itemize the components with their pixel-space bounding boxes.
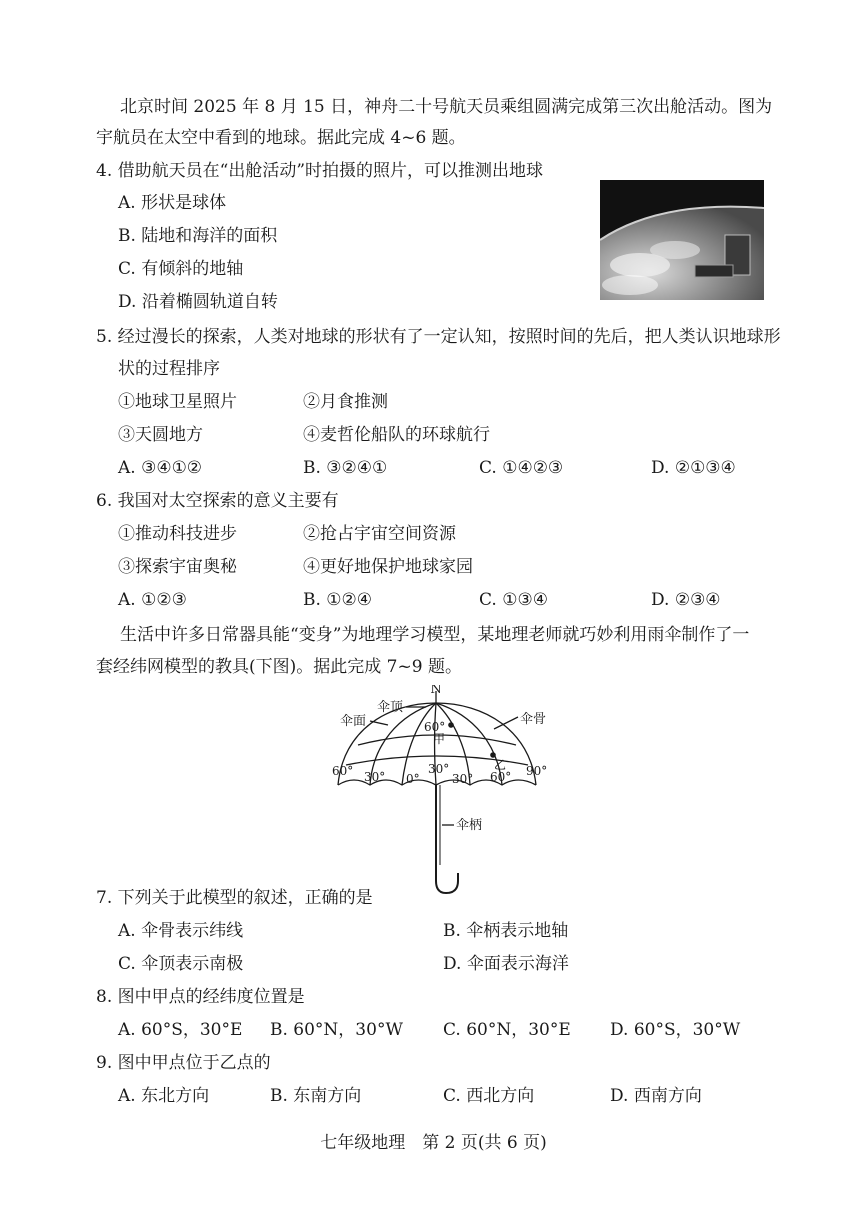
q4-option-c: C. 有倾斜的地轴 [118,259,244,279]
question-6-stem: 6. 我国对太空探索的意义主要有 [96,491,339,511]
q8-option-a: A. 60°S，30°E [118,1020,243,1040]
intro-line-2: 宇航员在太空中看到的地球。据此完成 4~6 题。 [96,128,466,148]
point-yi [490,752,496,758]
lon-label-5: 30° [452,772,474,786]
q6-item-4: ④更好地保护地球家园 [303,557,473,577]
q7-option-a: A. 伞骨表示纬线 [118,921,244,941]
q7-option-b: B. 伞柄表示地轴 [443,921,569,941]
north-label: N [430,685,442,697]
point-jia-label: 甲 [433,732,446,746]
q8-option-b: B. 60°N，30°W [270,1020,403,1040]
q6-option-d: D. ②③④ [651,590,721,610]
question-8-stem: 8. 图中甲点的经纬度位置是 [96,987,305,1007]
lon-label-3: 0° [406,772,420,786]
q4-option-a: A. 形状是球体 [118,193,227,213]
lon-label-4: 30° [428,762,450,776]
point-yi-label: 乙 [494,758,507,772]
q5-option-a: A. ③④①② [118,458,203,478]
q9-option-a: A. 东北方向 [118,1086,210,1106]
q7-option-c: C. 伞顶表示南极 [118,954,244,974]
q6-option-c: C. ①③④ [479,590,548,610]
latitude-60-label: 60° [424,720,446,734]
umbrella-rib-label: 伞骨 [520,712,547,727]
page-footer: 七年级地理 第 2 页(共 6 页) [320,1133,547,1153]
umbrella-canopy-label: 伞面 [340,714,367,729]
intro2-line-2: 套经纬网模型的教具(下图)。据此完成 7~9 题。 [96,657,462,677]
umbrella-graticule-diagram [318,685,558,905]
q5-item-3: ③天圆地方 [118,425,203,445]
q6-option-a: A. ①②③ [118,590,187,610]
lon-label-2: 30° [364,770,386,784]
q5-option-d: D. ②①③④ [651,458,736,478]
q9-option-d: D. 西南方向 [610,1086,702,1106]
question-7-stem: 7. 下列关于此模型的叙述，正确的是 [96,888,373,908]
q5-item-1: ①地球卫星照片 [118,392,237,412]
q6-item-2: ②抢占宇宙空间资源 [303,524,456,544]
point-jia [448,722,454,728]
question-9-stem: 9. 图中甲点位于乙点的 [96,1053,271,1073]
earth-from-space-photo [600,180,764,300]
intro2-line-1: 生活中许多日常器具能“变身”为地理学习模型，某地理老师就巧妙利用雨伞制作了一 [120,625,750,645]
q6-option-b: B. ①②④ [303,590,373,610]
question-5-stem-1: 5. 经过漫长的探索，人类对地球的形状有了一定认知，按照时间的先后，把人类认识地球形 [96,327,781,347]
umbrella-top-label: 伞顶 [376,700,404,715]
q5-option-b: B. ③②④① [303,458,388,478]
question-5-stem-2: 状的过程排序 [118,359,220,379]
q4-option-d: D. 沿着椭圆轨道自转 [118,292,278,312]
umbrella-handle-label: 伞柄 [456,818,483,833]
q7-option-d: D. 伞面表示海洋 [443,954,569,974]
q6-item-1: ①推动科技进步 [118,524,237,544]
q8-option-d: D. 60°S，30°W [610,1020,741,1040]
lon-label-6: 60° [490,770,512,784]
q8-option-c: C. 60°N，30°E [443,1020,571,1040]
question-4-stem: 4. 借助航天员在“出舱活动”时拍摄的照片，可以推测出地球 [96,161,544,181]
q5-option-c: C. ①④②③ [479,458,564,478]
q5-item-2: ②月食推测 [303,392,388,412]
q5-item-4: ④麦哲伦船队的环球航行 [303,425,490,445]
q9-option-b: B. 东南方向 [270,1086,362,1106]
q6-item-3: ③探索宇宙奥秘 [118,557,237,577]
intro-line-1: 北京时间 2025 年 8 月 15 日，神舟二十号航天员乘组圆满完成第三次出舱活动。图为 [120,97,773,117]
q4-option-b: B. 陆地和海洋的面积 [118,226,278,246]
lon-label-1: 60° [332,764,354,778]
q9-option-c: C. 西北方向 [443,1086,535,1106]
lon-label-7: 90° [526,764,548,778]
